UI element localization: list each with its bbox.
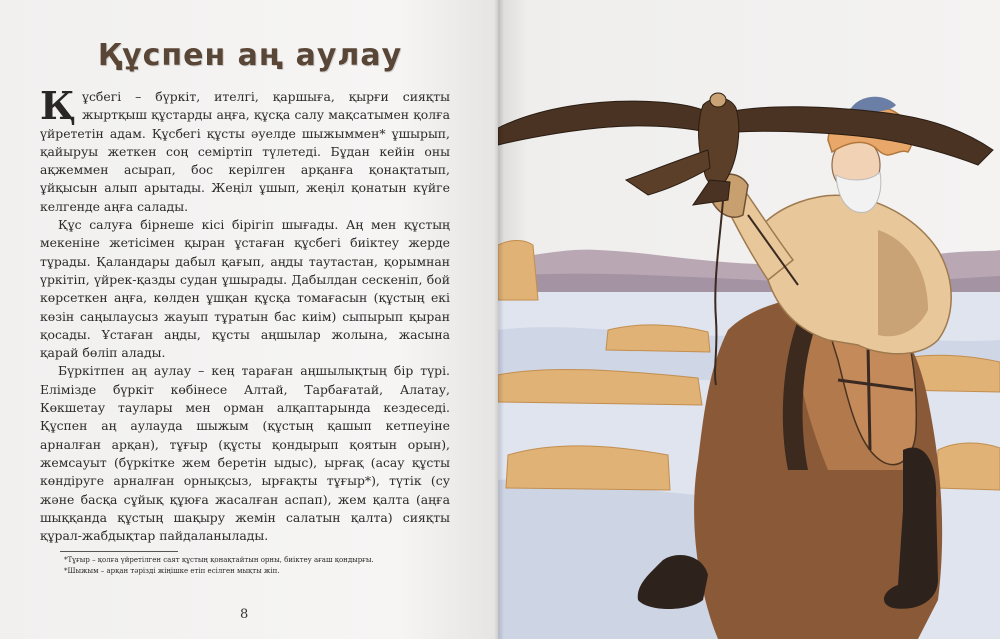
eagle-lower-wing (626, 150, 710, 195)
footnote-tugyr: *Тұғыр – қолға үйретілген саят құстың қонақтайтын орны, биіктеу ағаш қондырғы. (64, 556, 374, 564)
eagle-left-wing (498, 101, 718, 145)
left-page (0, 0, 498, 639)
eagle-hunter-illustration (498, 0, 1000, 639)
footnote-divider (60, 551, 178, 552)
paragraph-3: Бүркітпен аң аулау – кең тараған аңшылықтың бір түрі. Елімізде бүркіт көбінесе Алтай, Тарбағатай, Алатау, Көкшетау таулары мен орман алқаптарында кездеседі. Құспен аң аулауда шыжым (құстың қашып кетпеуіне арналған арқан), тұғыр (құсты қондырып қоятын орын), жемсауыт (бүркітке жем беретін ыдыс), ырғақ (асау құсты көндіруге арналған орнықсыз, ырғақты тұғыр*), түтік (су және басқа сұйық құюға жасалған аспап), жем қалта (аңға шыққанда құстың шақыру жемін салатын қалта) сияқты құрал-жабдықтар пайдаланылады. (40, 363, 450, 544)
paragraph-1-text: ұсбегі – бүркіт, ителгі, қаршыға, қырғи сияқты жыртқыш құстарды аңға, құсқа салу мақсатымен қолға үйрететін адам. Құсбегі құсты әуелде шыжыммен* ұшырып, қайыруы жеткен соң семіртіп түлетеді. Бұдан кейін оны ақжеммен асырап, бос керілген арқанға қонақтатып, ұйқысын алып арытады. Жеңіл ұшып, жеңіл қонатын күйге келгенде аңға салады. (40, 89, 450, 214)
eagle-body (699, 98, 739, 185)
body-text (40, 83, 450, 545)
eagle-head (710, 93, 726, 107)
page-number: 8 (240, 607, 249, 622)
footnote-shyzhym: *Шыжым – арқан тәрізді жіңішке етіп есілген мықты жіп. (64, 567, 280, 575)
drop-cap: Қ (40, 83, 76, 128)
footnotes (64, 555, 454, 577)
page-title: Құспен аң аулау (97, 38, 403, 73)
paragraph-2: Құс салуға бірнеше кісі бірігіп шығады. Аң мен құстың мекеніне жетісімен қыран ұстаған құсбегі биіктеу жерде тұрады. Қаландары дабыл қағып, аңды таутастан, қорымнан үркітіп, үйрек-қазды судан ұшырады. Дабылдан сескеніп, бой көрсеткен аңға, көлден ұшқан құсқа томағасын (құстың екі көзін саңылаусыз жауып тұратын бас киім) сыпырып қыран қосады. Ұстаған аңды, құсты аңшылар жолына, жасына қарай бөліп алады. (40, 217, 450, 361)
book-gutter (494, 0, 504, 639)
paragraph-1 (40, 83, 450, 216)
